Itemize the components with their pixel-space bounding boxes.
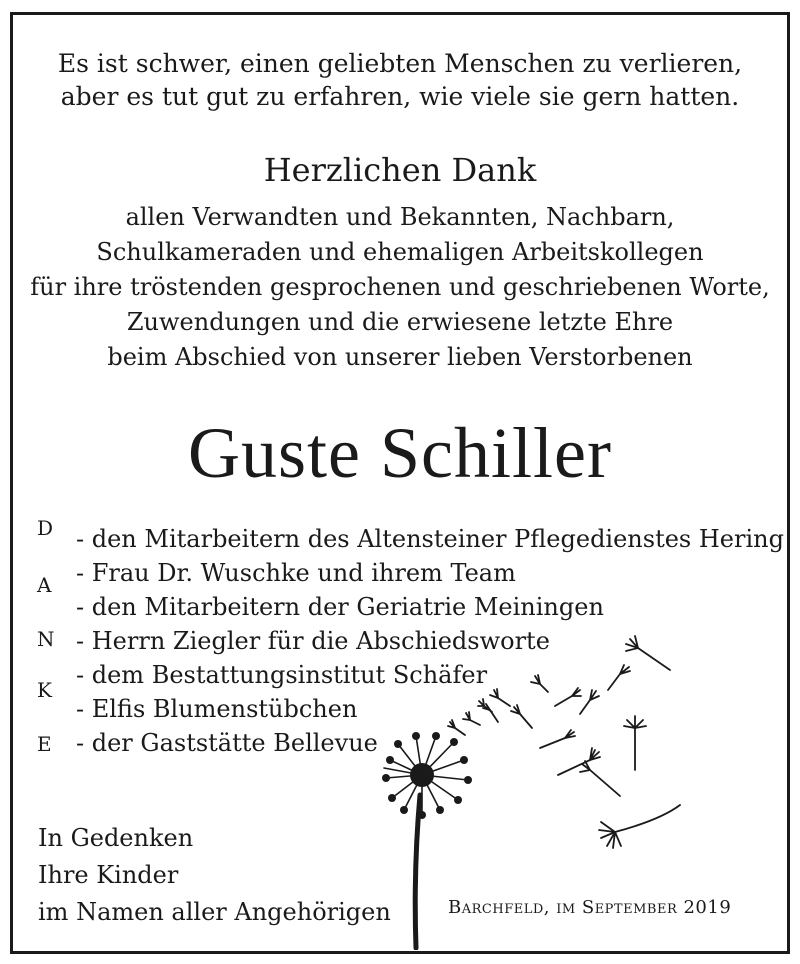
thanks-paragraph — [0, 200, 800, 375]
acrostic-letter: D — [37, 516, 54, 540]
thanks-line: für ihre tröstenden gesprochenen und geschriebenen Worte, — [30, 273, 770, 301]
place-date: Barchfeld, im September 2019 — [448, 897, 732, 918]
signature-line: Ihre Kinder — [38, 861, 179, 889]
acrostic-letter: A — [37, 573, 52, 597]
signature-line: In Gedenken — [38, 824, 194, 852]
thanks-line: Schulkameraden und ehemaligen Arbeitskollegen — [96, 238, 704, 266]
thanks-heading: Herzlichen Dank — [263, 151, 537, 189]
thanks-line: allen Verwandten und Bekannten, Nachbarn, — [125, 203, 675, 231]
quote-line-2: aber es tut gut zu erfahren, wie viele sie gern hatten. — [60, 82, 740, 111]
acrostic-letter: K — [37, 678, 52, 702]
quote-line-1: Es ist schwer, einen geliebten Menschen zu verlieren, — [57, 49, 743, 78]
thanks-line: Zuwendungen und die erwiesene letzte Ehre — [126, 308, 674, 336]
list-item: - den Mitarbeitern des Altensteiner Pflegedienstes Hering — [76, 525, 784, 553]
list-item: - Frau Dr. Wuschke und ihrem Team — [76, 559, 516, 587]
acrostic-letter: E — [37, 732, 52, 756]
opening-quote — [0, 47, 800, 113]
signature-block — [38, 820, 391, 931]
list-item: - Elfis Blumenstübchen — [76, 695, 358, 723]
signature-line: im Namen aller Angehörigen — [38, 898, 391, 926]
acrostic-letter: N — [37, 627, 55, 651]
deceased-name: Guste Schiller — [188, 413, 612, 493]
list-item: - Herrn Ziegler für die Abschiedsworte — [76, 627, 550, 655]
list-item: - dem Bestattungsinstitut Schäfer — [76, 661, 488, 689]
list-item: - der Gaststätte Bellevue — [76, 729, 378, 757]
thanks-line: beim Abschied von unserer lieben Verstorbenen — [107, 343, 693, 371]
list-item: - den Mitarbeitern der Geriatrie Meiningen — [76, 593, 604, 621]
